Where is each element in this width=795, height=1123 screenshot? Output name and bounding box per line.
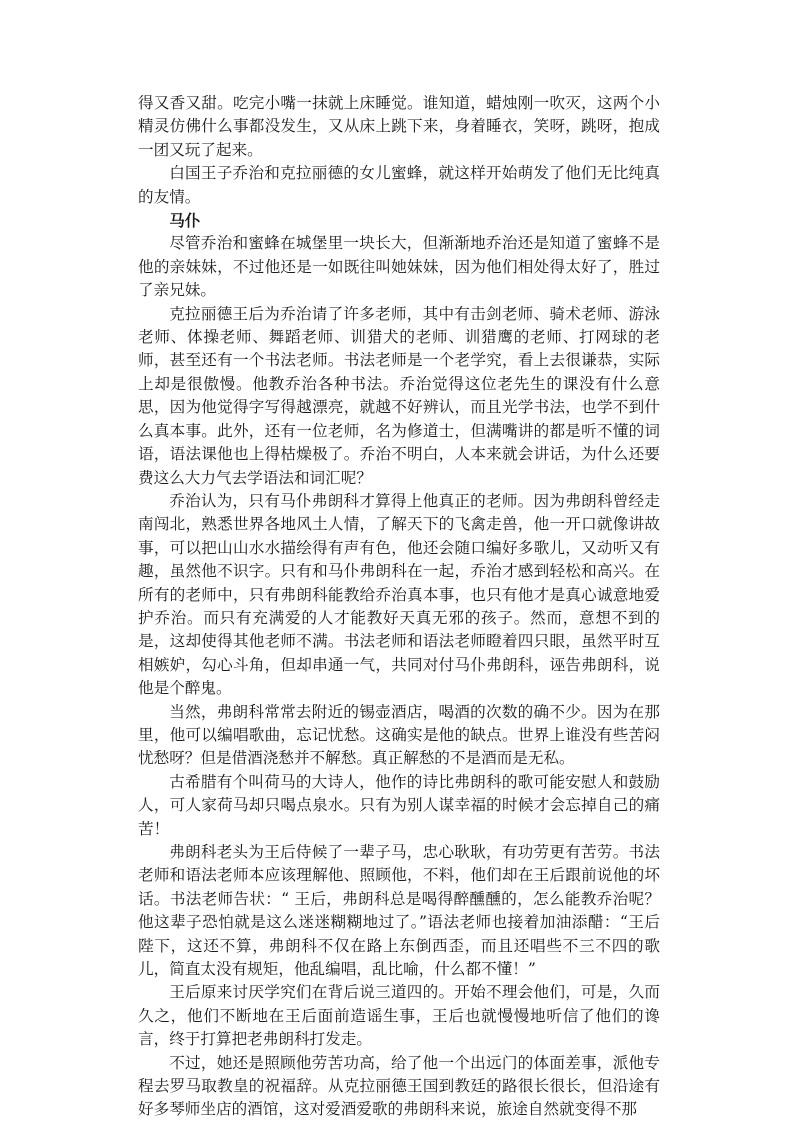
paragraph-10: 不过，她还是照顾他劳苦功高，给了他一个出远门的体面差事，派他专程去罗马取教皇的祝福辞。从克拉丽德王国到教廷的路很长很长，但沿途有好多琴师坐店的酒馆，这对爱酒爱歌的弗朗科来说，旅途自然就变得不那 — [138, 1053, 660, 1119]
paragraph-6: 当然，弗朗科常常去附近的锡壶酒店，喝酒的次数的确不少。因为在那里，他可以编唱歌曲，忘记忧愁。这确实是他的缺点。世界上谁没有些苦闷忧愁呀？但是借酒浇愁并不解愁。真正解愁的不是酒而是无私。 — [138, 702, 660, 768]
paragraph-2: 白国王子乔治和克拉丽德的女儿蜜蜂，就这样开始萌发了他们无比纯真的友情。 — [138, 164, 660, 206]
paragraph-1: 得又香又甜。吃完小嘴一抹就上床睡觉。谁知道，蜡烛刚一吹灭，这两个小精灵仿佛什么事都没发生，又从床上跳下来，身着睡衣，笑呀，跳呀，抱成一团又玩了起来。 — [138, 94, 660, 159]
paragraph-3: 尽管乔治和蜜蜂在城堡里一块长大，但渐渐地乔治还是知道了蜜蜂不是他的亲妹妹，不过他还是一如既往叫她妹妹，因为他们相处得太好了，胜过了亲兄妹。 — [138, 234, 660, 300]
paragraph-5: 乔治认为，只有马仆弗朗科才算得上他真正的老师。因为弗朗科曾经走南闯北，熟悉世界各地风土人情，了解天下的飞禽走兽，他一开口就像讲故事，可以把山山水水描绘得有声有色，他还会随口编好多歌儿，又动听又有趣，虽然他不识字。只有和马仆弗朗科在一起，乔治才感到轻松和高兴。在所有的老师中，只有弗朗科能教给乔治真本事，也只有他才是真心诚意地爱护乔治。而只有充满爱的人才能教好天真无邪的孩子。然而，意想不到的是，这却使得其他老师不满。书法老师和语法老师瞪着四只眼，虽然平时互相嫉妒，勾心斗角，但却串通一气，共同对付马仆弗朗科，诬告弗朗科，说他是个醉鬼。 — [138, 491, 660, 698]
section-heading: 马仆 — [169, 211, 201, 231]
paragraph-8: 弗朗科老头为王后侍候了一辈子马，忠心耿耿，有功劳更有苦劳。书法老师和语法老师本应该理解他、照顾他，不料，他们却在王后跟前说他的坏话。书法老师告状：“ 王后，弗朗科总是喝得醉醺醺的，怎么能教乔治呢？他这辈子恐怕就是这么迷迷糊糊地过了。”语法老师也接着加油添醋：“王后陛下，这还不算，弗朗科不仅在路上东倒西歪，而且还唱些不三不四的歌儿，简直太没有规矩，他乱编唱，乱比喻，什么都不懂！” — [138, 843, 660, 979]
paragraph-9: 王后原来讨厌学究们在背后说三道四的。开始不理会他们，可是，久而久之，他们不断地在王后面前造谣生事，王后也就慢慢地听信了他们的谗言，终于打算把老弗朗科打发走。 — [138, 983, 660, 1049]
document-page — [138, 92, 660, 1122]
paragraph-7: 古希腊有个叫荷马的大诗人，他作的诗比弗朗科的歌可能安慰人和鼓励人，可人家荷马却只喝点泉水。只有为别人谋幸福的时候才会忘掉自己的痛苦！ — [138, 772, 660, 838]
paragraph-4: 克拉丽德王后为乔治请了许多老师，其中有击剑老师、骑术老师、游泳老师、体操老师、舞蹈老师、训猎犬的老师、训猎鹰的老师、打网球的老师，甚至还有一个书法老师。书法老师是一个老学究，看上去很谦恭，实际上却是很傲慢。他教乔治各种书法。乔治觉得这位老先生的课没有什么意思，因为他觉得字写得越漂亮，就越不好辨认，而且光学书法，也学不到什么真本事。此外，还有一位老师，名为修道士，但满嘴讲的都是听不懂的词语，语法课他也上得枯燥极了。乔治不明白，人本来就会讲话，为什么还要费这么大力气去学语法和词汇呢？ — [138, 304, 660, 487]
